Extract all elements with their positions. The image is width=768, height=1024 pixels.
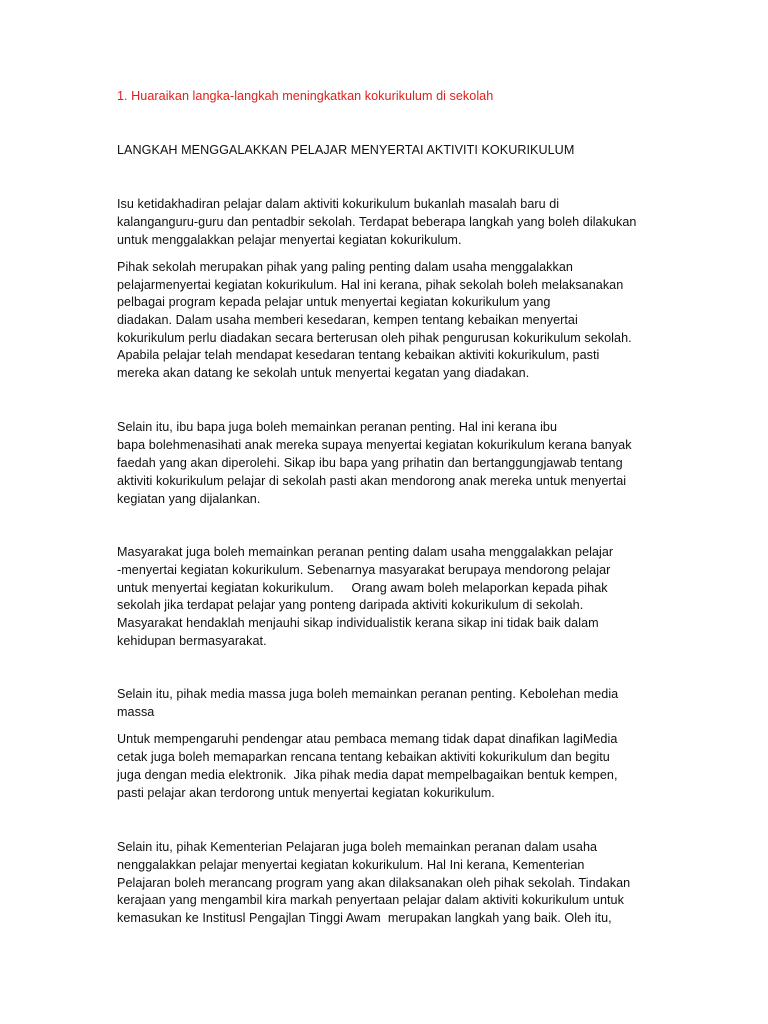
paragraph-line: massa bbox=[117, 705, 155, 719]
paragraph-line: Masyarakat hendaklah menjauhi sikap individualistik kerana sikap ini tidak baik dalam bbox=[117, 616, 599, 630]
section-heading: LANGKAH MENGGALAKKAN PELAJAR MENYERTAI AKTIVITI KOKURIKULUM bbox=[117, 143, 575, 157]
paragraph-line: Apabila pelajar telah mendapat kesedaran tentang kebaikan aktiviti kokurikulum, pasti bbox=[117, 348, 600, 362]
paragraph-line: -menyertai kegiatan kokurikulum. Sebenarnya masyarakat berupaya mendorong pelajar bbox=[117, 563, 611, 577]
paragraph-line: kehidupan bermasyarakat. bbox=[117, 634, 267, 648]
paragraph-line: pelajarmenyertai kegiatan kokurikulum. Hal ini kerana, pihak sekolah boleh melaksanakan bbox=[117, 278, 624, 292]
paragraph-line: pasti pelajar akan terdorong untuk menyertai kegiatan kokurikulum. bbox=[117, 786, 495, 800]
paragraph-line: untuk menyertai kegiatan kokurikulum. Orang awam boleh melaporkan kepada pihak bbox=[117, 581, 608, 595]
paragraph-line: Pihak sekolah merupakan pihak yang paling penting dalam usaha menggalakkan bbox=[117, 260, 573, 274]
paragraph-line: bapa bolehmenasihati anak mereka supaya menyertai kegiatan kokurikulum kerana banyak bbox=[117, 438, 632, 452]
paragraph-line: diadakan. Dalam usaha memberi kesedaran, kempen tentang kebaikan menyertai bbox=[117, 313, 578, 327]
paragraph-line: juga dengan media elektronik. Jika pihak media dapat mempelbagaikan bentuk kempen, bbox=[117, 768, 618, 782]
paragraph-line: Pelajaran boleh merancang program yang akan dilaksanakan oleh pihak sekolah. Tindakan bbox=[117, 876, 631, 890]
paragraph-line: Selain itu, ibu bapa juga boleh memainkan peranan penting. Hal ini kerana ibu bbox=[117, 420, 558, 434]
paragraph-line: faedah yang akan diperolehi. Sikap ibu bapa yang prihatin dan bertanggungjawab tentang bbox=[117, 456, 623, 470]
paragraph-line: Isu ketidakhadiran pelajar dalam aktiviti kokurikulum bukanlah masalah baru di bbox=[117, 197, 560, 211]
paragraph-line: cetak juga boleh memaparkan rencana tentang kebaikan aktiviti kokurikulum dan begitu bbox=[117, 750, 610, 764]
paragraph-line: Selain itu, pihak Kementerian Pelajaran juga boleh memainkan peranan dalam usaha bbox=[117, 840, 598, 854]
paragraph-line: aktiviti kokurikulum pelajar di sekolah pasti akan mendorong anak mereka untuk menyertai bbox=[117, 474, 627, 488]
question-title: 1. Huaraikan langka-langkah meningkatkan kokurikulum di sekolah bbox=[117, 89, 494, 103]
paragraph-line: Masyarakat juga boleh memainkan peranan penting dalam usaha menggalakkan pelajar bbox=[117, 545, 614, 559]
paragraph-line: kokurikulum perlu diadakan secara berterusan oleh pihak pengurusan kokurikulum sekolah. bbox=[117, 331, 632, 345]
paragraph-line: nenggalakkan pelajar menyertai kegiatan kokurikulum. Hal Ini kerana, Kementerian bbox=[117, 858, 585, 872]
paragraph-line: kemasukan ke Institusl Pengajlan Tinggi Awam merupakan langkah yang baik. Oleh itu, bbox=[117, 911, 612, 925]
paragraph-line: pelbagai program kepada pelajar untuk menyertai kegiatan kokurikulum yang bbox=[117, 295, 551, 309]
paragraph-line: kegiatan yang dijalankan. bbox=[117, 492, 261, 506]
paragraph-line: Selain itu, pihak media massa juga boleh memainkan peranan penting. Kebolehan media bbox=[117, 687, 619, 701]
paragraph-line: kalanganguru-guru dan pentadbir sekolah. Terdapat beberapa langkah yang boleh dilakukan bbox=[117, 215, 637, 229]
paragraph-line: untuk menggalakkan pelajar menyertai kegiatan kokurikulum. bbox=[117, 233, 462, 247]
paragraph-line: mereka akan datang ke sekolah untuk menyertai kegatan yang diadakan. bbox=[117, 366, 530, 380]
paragraph-line: kerajaan yang mengambil kira markah penyertaan pelajar dalam aktiviti kokurikulum untuk bbox=[117, 893, 624, 907]
paragraph-line: Untuk mempengaruhi pendengar atau pembaca memang tidak dapat dinafikan lagiMedia bbox=[117, 732, 618, 746]
paragraph-line: sekolah jika terdapat pelajar yang ponteng daripada aktiviti kokurikulum di sekolah. bbox=[117, 598, 584, 612]
